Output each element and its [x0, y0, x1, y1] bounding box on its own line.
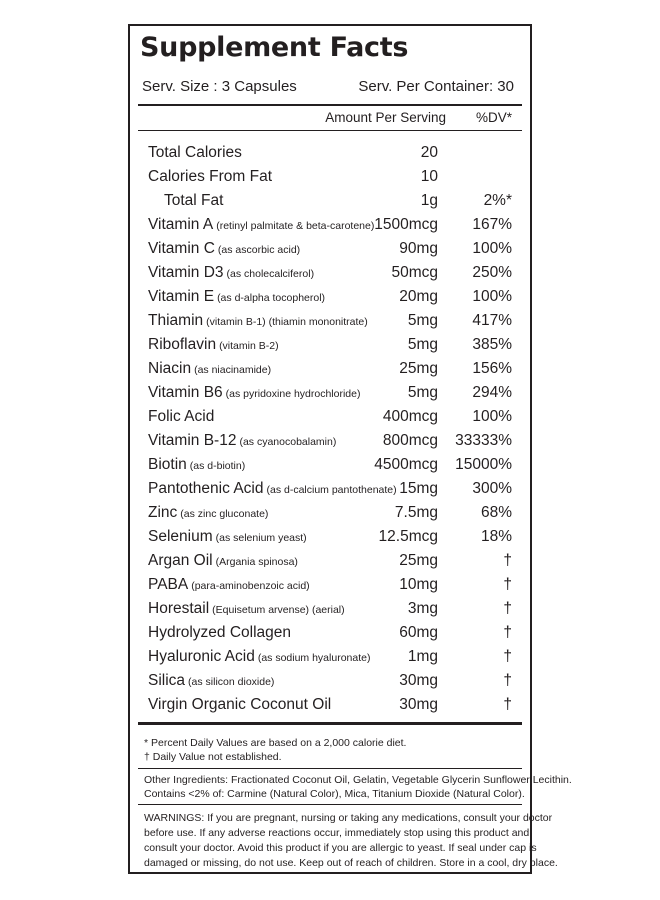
footnote-not-established: † Daily Value not established. — [144, 751, 282, 763]
nutrient-name: Vitamin B-12 (as cyanocobalamin) — [148, 432, 337, 449]
nutrient-amount: 1g — [420, 192, 438, 209]
nutrient-name: Pantothenic Acid (as d-calcium pantothenate) — [148, 480, 397, 497]
nutrient-row — [138, 669, 522, 693]
nutrient-amount: 15mg — [399, 480, 438, 497]
warnings-text: before use. If any adverse reactions occur, immediately stop using this product and — [144, 827, 530, 839]
nutrient-dv: 250% — [472, 264, 512, 281]
nutrient-name: Vitamin A (retinyl palmitate & beta-carotene) — [148, 216, 375, 233]
nutrient-name: Folic Acid — [148, 408, 215, 425]
nutrient-amount: 5mg — [407, 384, 438, 401]
nutrient-amount: 4500mcg — [374, 456, 438, 473]
nutrient-name: Vitamin D3 (as cholecalciferol) — [148, 264, 315, 281]
nutrient-amount: 30mg — [399, 672, 438, 689]
nutrient-row — [138, 141, 522, 165]
nutrient-row — [138, 381, 522, 405]
nutrient-table — [138, 141, 522, 717]
nutrient-amount: 1500mcg — [374, 216, 438, 233]
nutrient-dv: 417% — [472, 312, 512, 329]
nutrient-row — [138, 429, 522, 453]
nutrient-name: Total Calories — [148, 144, 242, 161]
nutrient-row — [138, 309, 522, 333]
nutrient-row — [138, 357, 522, 381]
nutrient-amount: 50mcg — [391, 264, 438, 281]
nutrient-amount: 20mg — [399, 288, 438, 305]
nutrient-name: Hydrolyzed Collagen — [148, 624, 292, 641]
nutrient-row — [138, 621, 522, 645]
amount-column-header: Amount Per Serving — [325, 110, 446, 125]
nutrient-name: Argan Oil (Argania spinosa) — [148, 552, 298, 569]
nutrient-amount: 10mg — [399, 576, 438, 593]
header-divider — [138, 130, 522, 131]
thick-divider — [138, 104, 522, 106]
nutrient-dv: † — [503, 672, 512, 689]
nutrient-name: Total Fat — [164, 192, 224, 209]
nutrient-dv: 100% — [472, 288, 512, 305]
nutrient-name: Niacin (as niacinamide) — [148, 360, 272, 377]
nutrient-amount: 7.5mg — [394, 504, 438, 521]
nutrient-name: Vitamin E (as d-alpha tocopherol) — [148, 288, 326, 305]
nutrient-row — [138, 693, 522, 717]
nutrient-name: Hyaluronic Acid (as sodium hyaluronate) — [148, 648, 371, 665]
nutrient-dv: 15000% — [455, 456, 512, 473]
nutrient-amount: 12.5mcg — [378, 528, 438, 545]
warnings-text: damaged or missing, do not use. Keep out of reach of children. Store in a cool, dry place. — [144, 857, 558, 869]
footnote-daily-values: * Percent Daily Values are based on a 2,000 calorie diet. — [144, 737, 407, 749]
nutrient-row — [138, 645, 522, 669]
nutrient-name: Vitamin C (as ascorbic acid) — [148, 240, 301, 257]
nutrient-row — [138, 525, 522, 549]
nutrient-dv: 300% — [472, 480, 512, 497]
nutrient-dv: † — [503, 600, 512, 617]
nutrient-amount: 400mcg — [382, 408, 438, 425]
nutrient-amount: 5mg — [407, 312, 438, 329]
nutrient-name: Selenium (as selenium yeast) — [148, 528, 307, 545]
nutrient-name: Biotin (as d-biotin) — [148, 456, 246, 473]
nutrient-row — [138, 597, 522, 621]
divider — [138, 768, 522, 769]
nutrient-dv: 156% — [472, 360, 512, 377]
nutrient-dv: 2%* — [483, 192, 512, 209]
nutrient-amount: 3mg — [407, 600, 438, 617]
nutrient-dv: † — [503, 624, 512, 641]
panel-title: Supplement Facts — [140, 32, 409, 63]
nutrient-row — [138, 501, 522, 525]
nutrient-amount: 20 — [420, 144, 438, 161]
nutrient-amount: 1mg — [407, 648, 438, 665]
nutrient-name: Virgin Organic Coconut Oil — [148, 696, 332, 713]
nutrient-dv: 167% — [472, 216, 512, 233]
nutrient-dv: † — [503, 552, 512, 569]
nutrient-row — [138, 477, 522, 501]
nutrient-row — [138, 213, 522, 237]
nutrient-amount: 5mg — [407, 336, 438, 353]
nutrient-name: Riboflavin (vitamin B-2) — [148, 336, 279, 353]
servings-per-container: Serv. Per Container: 30 — [358, 78, 514, 95]
nutrient-dv: 385% — [472, 336, 512, 353]
nutrient-amount: 30mg — [399, 696, 438, 713]
nutrient-amount: 25mg — [399, 360, 438, 377]
nutrient-amount: 25mg — [399, 552, 438, 569]
nutrient-name: Calories From Fat — [148, 168, 273, 185]
warnings-text: consult your doctor. Avoid this product if you are allergic to yeast. If seal under cap is — [144, 842, 537, 854]
serving-size: Serv. Size : 3 Capsules — [142, 78, 297, 95]
nutrient-row — [138, 333, 522, 357]
nutrient-row — [138, 237, 522, 261]
nutrient-row — [138, 453, 522, 477]
nutrient-dv: 68% — [480, 504, 512, 521]
dv-column-header: %DV* — [475, 110, 512, 125]
nutrient-row — [138, 285, 522, 309]
nutrient-name: PABA (para-aminobenzoic acid) — [148, 576, 310, 593]
nutrient-amount: 10 — [420, 168, 438, 185]
nutrient-row — [138, 549, 522, 573]
nutrient-dv: 18% — [480, 528, 512, 545]
nutrient-dv: 100% — [472, 408, 512, 425]
nutrient-row — [138, 405, 522, 429]
nutrient-dv: † — [503, 696, 512, 713]
nutrient-row — [138, 573, 522, 597]
nutrient-dv: 33333% — [455, 432, 512, 449]
nutrient-dv: 100% — [472, 240, 512, 257]
nutrient-name: Silica (as silicon dioxide) — [148, 672, 275, 689]
nutrient-name: Thiamin (vitamin B-1) (thiamin mononitrate) — [148, 312, 368, 329]
other-ingredients-contains: Contains <2% of: Carmine (Natural Color), Mica, Titanium Dioxide (Natural Color). — [144, 788, 525, 800]
nutrient-amount: 800mcg — [382, 432, 438, 449]
nutrient-amount: 60mg — [399, 624, 438, 641]
other-ingredients: Other Ingredients: Fractionated Coconut Oil, Gelatin, Vegetable Glycerin Sunflower Lecithin. — [144, 774, 572, 786]
nutrient-row — [138, 165, 522, 189]
nutrient-row — [138, 189, 522, 213]
warnings-text: WARNINGS: If you are pregnant, nursing or taking any medications, consult your doctor — [144, 812, 553, 824]
supplement-facts-panel — [128, 24, 572, 874]
nutrient-row — [138, 261, 522, 285]
nutrient-dv: † — [503, 576, 512, 593]
thick-divider — [138, 722, 522, 725]
divider — [138, 804, 522, 805]
nutrient-dv: † — [503, 648, 512, 665]
nutrient-name: Zinc (as zinc gluconate) — [148, 504, 269, 521]
nutrient-name: Vitamin B6 (as pyridoxine hydrochloride) — [148, 384, 361, 401]
nutrient-dv: 294% — [472, 384, 512, 401]
nutrient-amount: 90mg — [399, 240, 438, 257]
nutrient-name: Horestail (Equisetum arvense) (aerial) — [148, 600, 345, 617]
